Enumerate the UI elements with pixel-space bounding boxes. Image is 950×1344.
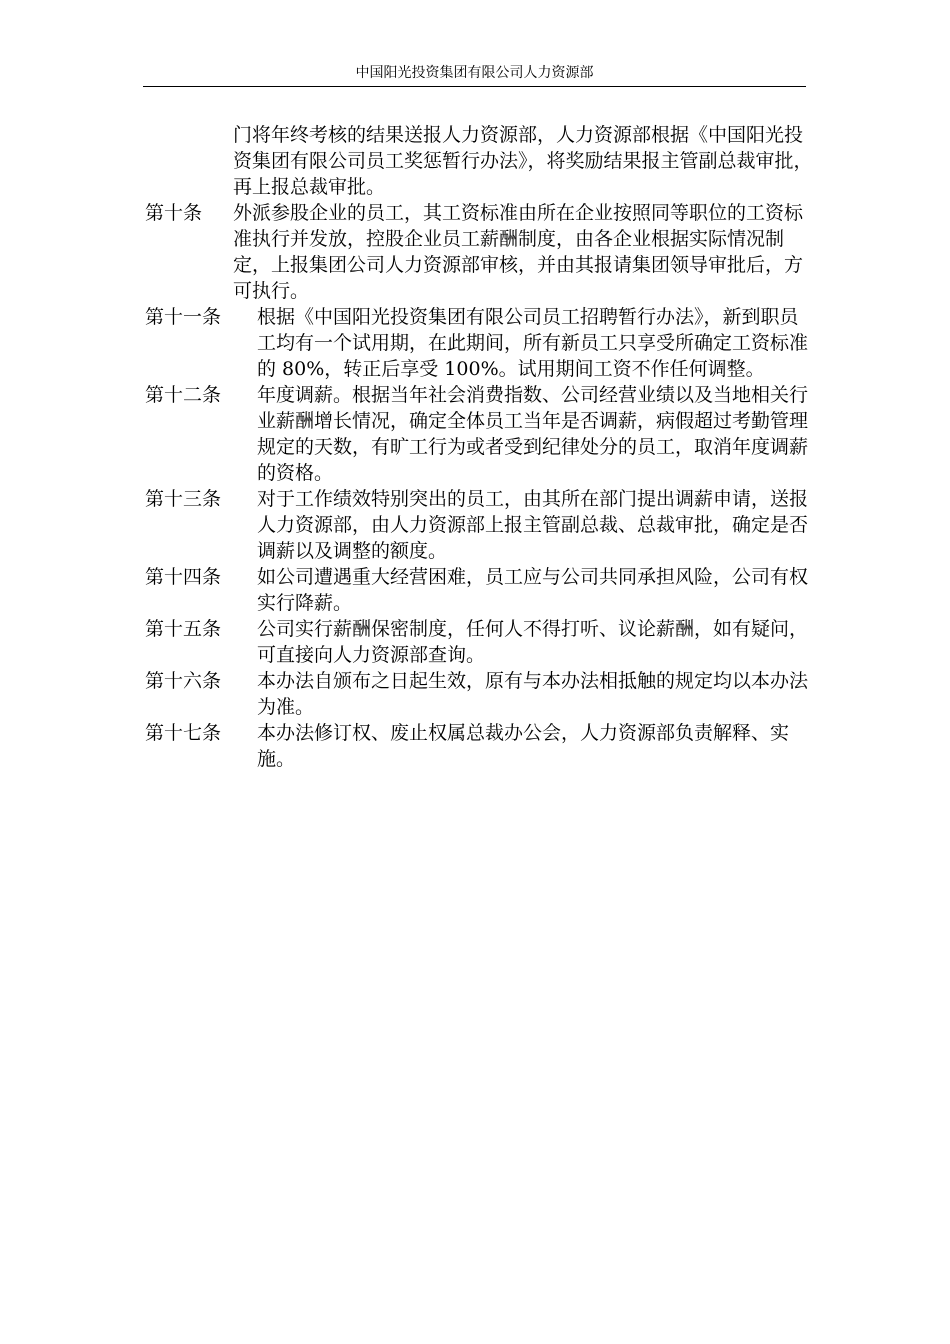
article-17 (145, 720, 817, 772)
article-text: 如公司遭遇重大经营困难，员工应与公司共同承担风险，公司有权实行降薪。 (257, 566, 809, 614)
article-label: 第十一条 (145, 306, 222, 328)
article-label: 第十七条 (145, 722, 222, 744)
article-label: 第十四条 (145, 566, 222, 588)
article-text: 对于工作绩效特别突出的员工，由其所在部门提出调薪申请，送报人力资源部，由人力资源部上报主管副总裁、总裁审批，确定是否调薪以及调整的额度。 (257, 488, 809, 562)
article-label: 第十三条 (145, 488, 222, 510)
header-title: 中国阳光投资集团有限公司人力资源部 (355, 65, 594, 81)
article-label: 第十条 (145, 202, 203, 224)
article-14 (145, 564, 817, 616)
article-15 (145, 616, 817, 668)
article-text: 根据《中国阳光投资集团有限公司员工招聘暂行办法》，新到职员工均有一个试用期，在此期间，所有新员工只享受所确定工资标准的 80%，转正后享受 100%。试用期间工资不作任何调整。 (257, 306, 809, 380)
continuation-paragraph: 门将年终考核的结果送报人力资源部，人力资源部根据《中国阳光投资集团有限公司员工奖惩暂行办法》，将奖励结果报主管副总裁审批，再上报总裁审批。 (233, 124, 813, 198)
article-text: 年度调薪。根据当年社会消费指数、公司经营业绩以及当地相关行业薪酬增长情况，确定全体员工当年是否调薪，病假超过考勤管理规定的天数，有旷工行为或者受到纪律处分的员工，取消年度调薪的资格。 (257, 384, 809, 484)
article-label: 第十二条 (145, 384, 222, 406)
article-12 (145, 382, 817, 486)
document-body (145, 122, 817, 772)
article-11 (145, 304, 817, 382)
article-text: 外派参股企业的员工，其工资标准由所在企业按照同等职位的工资标准执行并发放，控股企业员工薪酬制度，由各企业根据实际情况制定，上报集团公司人力资源部审核，并由其报请集团领导审批后，方可执行。 (233, 202, 804, 302)
article-10 (145, 200, 817, 304)
article-label: 第十五条 (145, 618, 222, 640)
article-13 (145, 486, 817, 564)
article-16 (145, 668, 817, 720)
article-text: 公司实行薪酬保密制度，任何人不得打听、议论薪酬，如有疑问，可直接向人力资源部查询。 (257, 618, 809, 666)
article-text: 本办法自颁布之日起生效，原有与本办法相抵触的规定均以本办法为准。 (257, 670, 809, 718)
article-text: 本办法修订权、废止权属总裁办公会，人力资源部负责解释、实施。 (257, 722, 790, 770)
page-header (143, 64, 806, 87)
article-label: 第十六条 (145, 670, 222, 692)
